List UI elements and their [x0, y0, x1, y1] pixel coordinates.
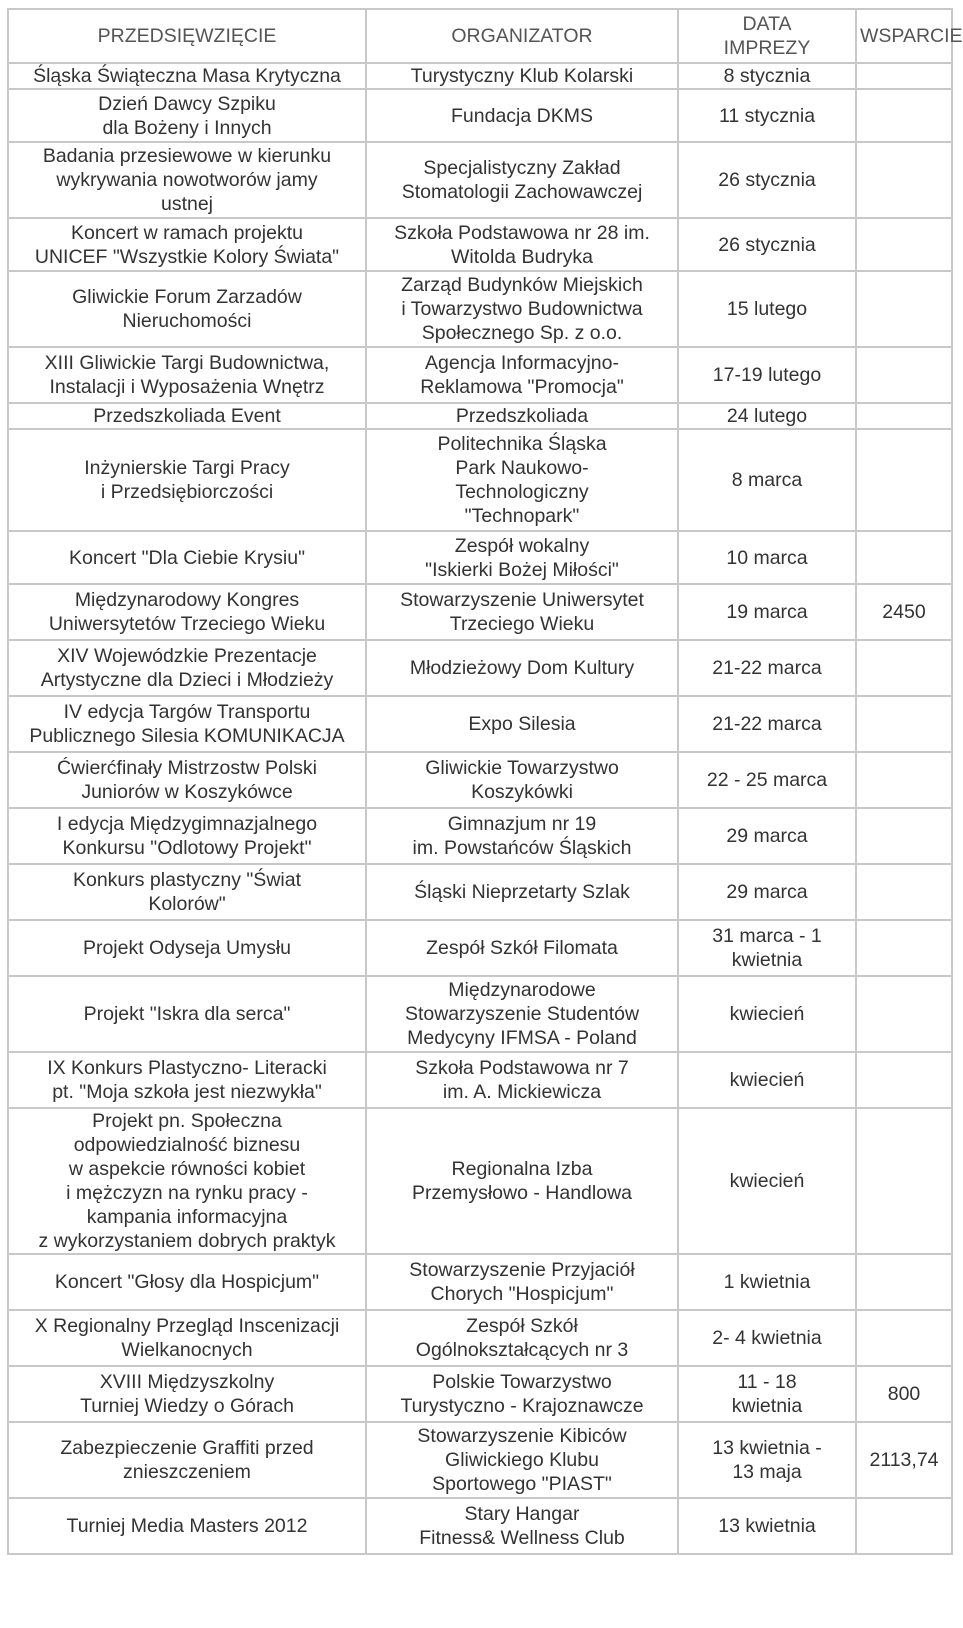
support-cell [856, 531, 952, 584]
table-row [8, 89, 952, 142]
organizer-cell: Zespół Szkół Filomata [366, 920, 678, 976]
organizer-cell: Śląski Nieprzetarty Szlak [366, 864, 678, 920]
support-cell [856, 640, 952, 696]
organizer-cell: Przedszkoliada [366, 403, 678, 429]
support-cell [856, 752, 952, 808]
event-cell: Przedszkoliada Event [8, 403, 366, 429]
organizer-cell: Turystyczny Klub Kolarski [366, 63, 678, 89]
table-row [8, 218, 952, 271]
organizer-cell: Szkoła Podstawowa nr 28 im. Witolda Budryka [366, 218, 678, 271]
table-row [8, 347, 952, 403]
table-row [8, 584, 952, 640]
support-cell [856, 429, 952, 531]
event-cell: Koncert "Dla Ciebie Krysiu" [8, 531, 366, 584]
date-cell: 11 stycznia [678, 89, 856, 142]
table-row [8, 864, 952, 920]
date-cell: 8 marca [678, 429, 856, 531]
table-row [8, 403, 952, 429]
support-cell [856, 63, 952, 89]
event-cell: IX Konkurs Plastyczno- Literacki pt. "Moja szkoła jest niezwykła" [8, 1052, 366, 1108]
support-cell [856, 271, 952, 347]
organizer-cell: Stowarzyszenie Kibiców Gliwickiego Klubu Sportowego "PIAST" [366, 1422, 678, 1498]
date-cell: 22 - 25 marca [678, 752, 856, 808]
table-row [8, 752, 952, 808]
header-event: PRZEDSIĘWZIĘCIE [8, 9, 366, 63]
table-row [8, 142, 952, 218]
event-cell: Koncert w ramach projektu UNICEF "Wszystkie Kolory Świata" [8, 218, 366, 271]
table-row [8, 1310, 952, 1366]
support-cell [856, 864, 952, 920]
date-cell: 1 kwietnia [678, 1254, 856, 1310]
event-cell: Projekt Odyseja Umysłu [8, 920, 366, 976]
table-row [8, 271, 952, 347]
date-cell: kwiecień [678, 1052, 856, 1108]
date-cell: kwiecień [678, 1108, 856, 1254]
support-cell [856, 1108, 952, 1254]
support-cell [856, 89, 952, 142]
event-cell: Koncert "Głosy dla Hospicjum" [8, 1254, 366, 1310]
support-cell [856, 920, 952, 976]
organizer-cell: Politechnika Śląska Park Naukowo- Technologiczny "Technopark" [366, 429, 678, 531]
event-cell: Zabezpieczenie Graffiti przed znieszczeniem [8, 1422, 366, 1498]
table-row [8, 808, 952, 864]
table-row [8, 1052, 952, 1108]
date-cell: 26 stycznia [678, 142, 856, 218]
event-cell: XIII Gliwickie Targi Budownictwa, Instalacji i Wyposażenia Wnętrz [8, 347, 366, 403]
event-cell: Inżynierskie Targi Pracy i Przedsiębiorczości [8, 429, 366, 531]
organizer-cell: Stary Hangar Fitness& Wellness Club [366, 1498, 678, 1554]
date-cell: 29 marca [678, 864, 856, 920]
table-row [8, 63, 952, 89]
table-row [8, 1108, 952, 1254]
table-row [8, 531, 952, 584]
event-cell: XVIII Międzyszkolny Turniej Wiedzy o Górach [8, 1366, 366, 1422]
support-cell [856, 1052, 952, 1108]
support-cell [856, 696, 952, 752]
table-row [8, 1498, 952, 1554]
event-cell: Dzień Dawcy Szpiku dla Bożeny i Innych [8, 89, 366, 142]
date-cell: 24 lutego [678, 403, 856, 429]
support-cell [856, 1254, 952, 1310]
date-cell: 29 marca [678, 808, 856, 864]
event-cell: Turniej Media Masters 2012 [8, 1498, 366, 1554]
date-cell: 13 kwietnia [678, 1498, 856, 1554]
organizer-cell: Stowarzyszenie Uniwersytet Trzeciego Wieku [366, 584, 678, 640]
support-cell [856, 976, 952, 1052]
organizer-cell: Agencja Informacyjno- Reklamowa "Promocja" [366, 347, 678, 403]
organizer-cell: Fundacja DKMS [366, 89, 678, 142]
date-cell: 26 stycznia [678, 218, 856, 271]
support-cell [856, 403, 952, 429]
organizer-cell: Międzynarodowe Stowarzyszenie Studentów Medycyny IFMSA - Poland [366, 976, 678, 1052]
event-cell: IV edycja Targów Transportu Publicznego Silesia KOMUNIKACJA [8, 696, 366, 752]
event-cell: Gliwickie Forum Zarzadów Nieruchomości [8, 271, 366, 347]
support-cell [856, 218, 952, 271]
date-cell: 19 marca [678, 584, 856, 640]
event-cell: Projekt pn. Społeczna odpowiedzialność biznesu w aspekcie równości kobiet i mężczyzn na rynku pracy - kampania informacyjna z wykorzystaniem dobrych praktyk [8, 1108, 366, 1254]
date-cell: kwiecień [678, 976, 856, 1052]
support-cell [856, 808, 952, 864]
support-cell [856, 347, 952, 403]
table-row [8, 920, 952, 976]
date-cell: 21-22 marca [678, 696, 856, 752]
event-cell: X Regionalny Przegląd Inscenizacji Wielkanocnych [8, 1310, 366, 1366]
organizer-cell: Młodzieżowy Dom Kultury [366, 640, 678, 696]
date-cell: 11 - 18 kwietnia [678, 1366, 856, 1422]
header-row [8, 9, 952, 63]
event-cell: Projekt "Iskra dla serca" [8, 976, 366, 1052]
date-cell: 17-19 lutego [678, 347, 856, 403]
organizer-cell: Expo Silesia [366, 696, 678, 752]
organizer-cell: Zespół Szkół Ogólnokształcących nr 3 [366, 1310, 678, 1366]
organizer-cell: Stowarzyszenie Przyjaciół Chorych "Hospicjum" [366, 1254, 678, 1310]
table-row [8, 1366, 952, 1422]
date-cell: 13 kwietnia - 13 maja [678, 1422, 856, 1498]
date-cell: 8 stycznia [678, 63, 856, 89]
date-cell: 21-22 marca [678, 640, 856, 696]
support-cell [856, 142, 952, 218]
organizer-cell: Polskie Towarzystwo Turystyczno - Krajoznawcze [366, 1366, 678, 1422]
event-cell: Ćwierćfinały Mistrzostw Polski Juniorów w Koszykówce [8, 752, 366, 808]
event-cell: Międzynarodowy Kongres Uniwersytetów Trzeciego Wieku [8, 584, 366, 640]
events-table [7, 8, 963, 1555]
event-cell: Konkurs plastyczny "Świat Kolorów" [8, 864, 366, 920]
date-cell: 2- 4 kwietnia [678, 1310, 856, 1366]
table-row [8, 1422, 952, 1498]
organizer-cell: Szkoła Podstawowa nr 7 im. A. Mickiewicza [366, 1052, 678, 1108]
support-cell [856, 1310, 952, 1366]
organizer-cell: Gimnazjum nr 19 im. Powstańców Śląskich [366, 808, 678, 864]
event-cell: I edycja Międzygimnazjalnego Konkursu "Odlotowy Projekt" [8, 808, 366, 864]
organizer-cell: Zespół wokalny "Iskierki Bożej Miłości" [366, 531, 678, 584]
table-row [8, 429, 952, 531]
organizer-cell: Gliwickie Towarzystwo Koszykówki [366, 752, 678, 808]
event-cell: Badania przesiewowe w kierunku wykrywania nowotworów jamy ustnej [8, 142, 366, 218]
organizer-cell: Zarząd Budynków Miejskich i Towarzystwo Budownictwa Społecznego Sp. z o.o. [366, 271, 678, 347]
event-cell: XIV Wojewódzkie Prezentacje Artystyczne dla Dzieci i Młodzieży [8, 640, 366, 696]
header-support: WSPARCIE [856, 9, 952, 63]
support-cell [856, 1498, 952, 1554]
table-row [8, 640, 952, 696]
support-cell: 2450 [856, 584, 952, 640]
header-date: DATA IMPREZY [678, 9, 856, 63]
table-row [8, 696, 952, 752]
organizer-cell: Specjalistyczny Zakład Stomatologii Zachowawczej [366, 142, 678, 218]
date-cell: 31 marca - 1 kwietnia [678, 920, 856, 976]
table-row [8, 1254, 952, 1310]
event-cell: Śląska Świąteczna Masa Krytyczna [8, 63, 366, 89]
date-cell: 10 marca [678, 531, 856, 584]
support-cell: 2113,74 [856, 1422, 952, 1498]
organizer-cell: Regionalna Izba Przemysłowo - Handlowa [366, 1108, 678, 1254]
support-cell: 800 [856, 1366, 952, 1422]
table-row [8, 976, 952, 1052]
date-cell: 15 lutego [678, 271, 856, 347]
header-organizer: ORGANIZATOR [366, 9, 678, 63]
